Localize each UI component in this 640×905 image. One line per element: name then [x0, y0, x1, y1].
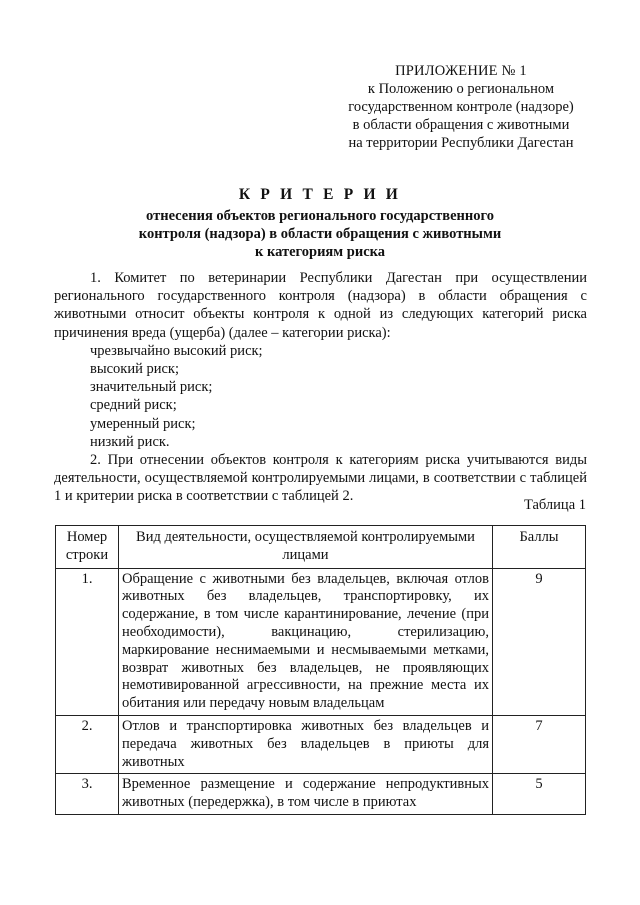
row-points: 5	[493, 774, 586, 815]
document-heading	[54, 186, 586, 261]
table-row	[56, 774, 586, 815]
table-row	[56, 715, 586, 773]
risk-category-item: средний риск;	[90, 397, 177, 414]
heading-title: К Р И Т Е Р И И	[238, 186, 402, 203]
heading-line: контроля (надзора) в области обращения с животными	[138, 226, 502, 242]
appendix-title: ПРИЛОЖЕНИЕ № 1	[395, 63, 527, 79]
row-activity: Отлов и транспортировка животных без владельцев и передача животных без владельцев в приюты для животных	[119, 715, 493, 773]
row-activity: Обращение с животными без владельцев, включая отлов животных без владельцев, транспортировку, их содержание, в том числе карантинирование, лечение (при необходимости), вакцинацию, стерилизацию, маркирование неснимаемыми и несмываемыми метками, возврат животных без владельцев, не проявляющих немотивированной агрессивности, на прежние места их обитания или передачу новым владельцам	[119, 568, 493, 715]
heading-line: к категориям риска	[254, 244, 386, 260]
row-number: 3.	[56, 774, 119, 815]
appendix-line: в области обращения с животными	[352, 117, 570, 133]
header-number: Номер строки	[56, 526, 119, 569]
row-points: 7	[493, 715, 586, 773]
risk-category-item: умеренный риск;	[90, 415, 196, 432]
appendix-block	[330, 62, 592, 152]
appendix-line: государственном контроле (надзоре)	[348, 99, 574, 115]
table-row	[56, 568, 586, 715]
heading-line: отнесения объектов регионального государственного	[146, 208, 494, 224]
criteria-table	[55, 525, 586, 815]
risk-category-item: значительный риск;	[90, 379, 213, 396]
risk-category-item: высокий риск;	[90, 361, 179, 378]
header-points: Баллы	[493, 526, 586, 569]
paragraph-1: 1. Комитет по ветеринарии Республики Дагестан при осуществлении регионального государственного контроля (надзора) в области обращения с животными относит объекты контроля к одной из следующих категорий риска причинения вреда (ущерба) (далее – категории риска):	[54, 270, 587, 341]
row-points: 9	[493, 568, 586, 715]
appendix-line: к Положению о региональном	[367, 81, 555, 97]
row-number: 1.	[56, 568, 119, 715]
paragraph-2: 2. При отнесении объектов контроля к категориям риска учитываются виды деятельности, осуществляемой контролируемыми лицами, в соответствии с таблицей 1 и критерии риска в соответствии с таблицей 2.	[54, 452, 587, 505]
table-label: Таблица 1	[523, 497, 586, 513]
risk-category-item: чрезвычайно высокий риск;	[90, 342, 263, 359]
appendix-line: на территории Республики Дагестан	[348, 135, 574, 151]
row-activity: Временное размещение и содержание непродуктивных животных (передержка), в том числе в приютах	[119, 774, 493, 815]
row-number: 2.	[56, 715, 119, 773]
table-header-row	[56, 526, 586, 569]
risk-category-item: низкий риск.	[90, 433, 170, 450]
header-activity: Вид деятельности, осуществляемой контролируемыми лицами	[119, 526, 493, 569]
body-text	[54, 269, 587, 506]
